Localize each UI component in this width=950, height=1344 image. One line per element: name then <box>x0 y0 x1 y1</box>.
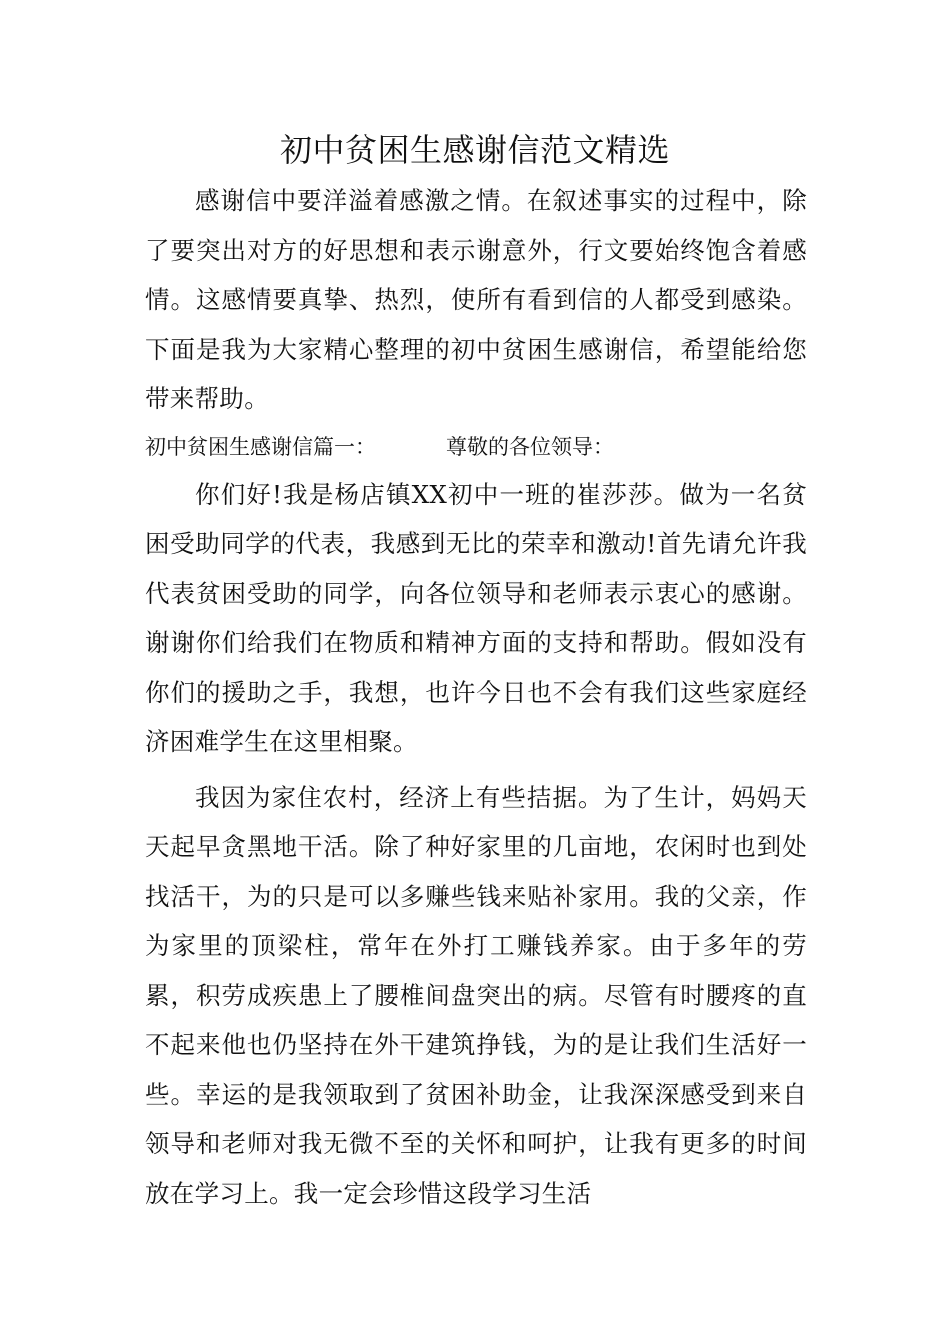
intro-paragraph: 感谢信中要洋溢着感激之情。在叙述事实的过程中，除了要突出对方的好思想和表示谢意外，行文要始终饱含着感情。这感情要真挚、热烈，使所有看到信的人都受到感染。下面是我为大家精心整理的初中贫困生感谢信，希望能给您带来帮助。 <box>145 186 807 413</box>
document-body <box>145 176 807 1218</box>
salutation: 尊敬的各位领导： <box>446 434 614 459</box>
section-heading-line <box>145 424 807 470</box>
body-paragraph: 你们好!我是杨店镇XX初中一班的崔莎莎。做为一名贫困受助同学的代表，我感到无比的荣幸和激动!首先请允许我代表贫困受助的同学，向各位领导和老师表示衷心的感谢。谢谢你们给我们在物质和精神方面的支持和帮助。假如没有你们的援助之手，我想，也许今日也不会有我们这些家庭经济困难学生在这里相聚。 <box>145 479 807 756</box>
document-title: 初中贫困生感谢信范文精选 <box>279 131 670 169</box>
body-paragraph: 我因为家住农村，经济上有些拮据。为了生计，妈妈天天起早贪黑地干活。除了种好家里的几亩地，农闲时也到处找活干，为的只是可以多赚些钱来贴补家用。我的父亲，作为家里的顶梁柱，常年在外打工赚钱养家。由于多年的劳累，积劳成疾患上了腰椎间盘突出的病。尽管有时腰疼的直不起来他也仍坚持在外干建筑挣钱，为的是让我们生活好一些。幸运的是我领取到了贫困补助金，让我深深感受到来自领导和老师对我无微不至的关怀和呵护，让我有更多的时间放在学习上。我一定会珍惜这段学习生活 <box>145 782 807 1208</box>
section-heading: 初中贫困生感谢信篇一： <box>145 434 376 459</box>
